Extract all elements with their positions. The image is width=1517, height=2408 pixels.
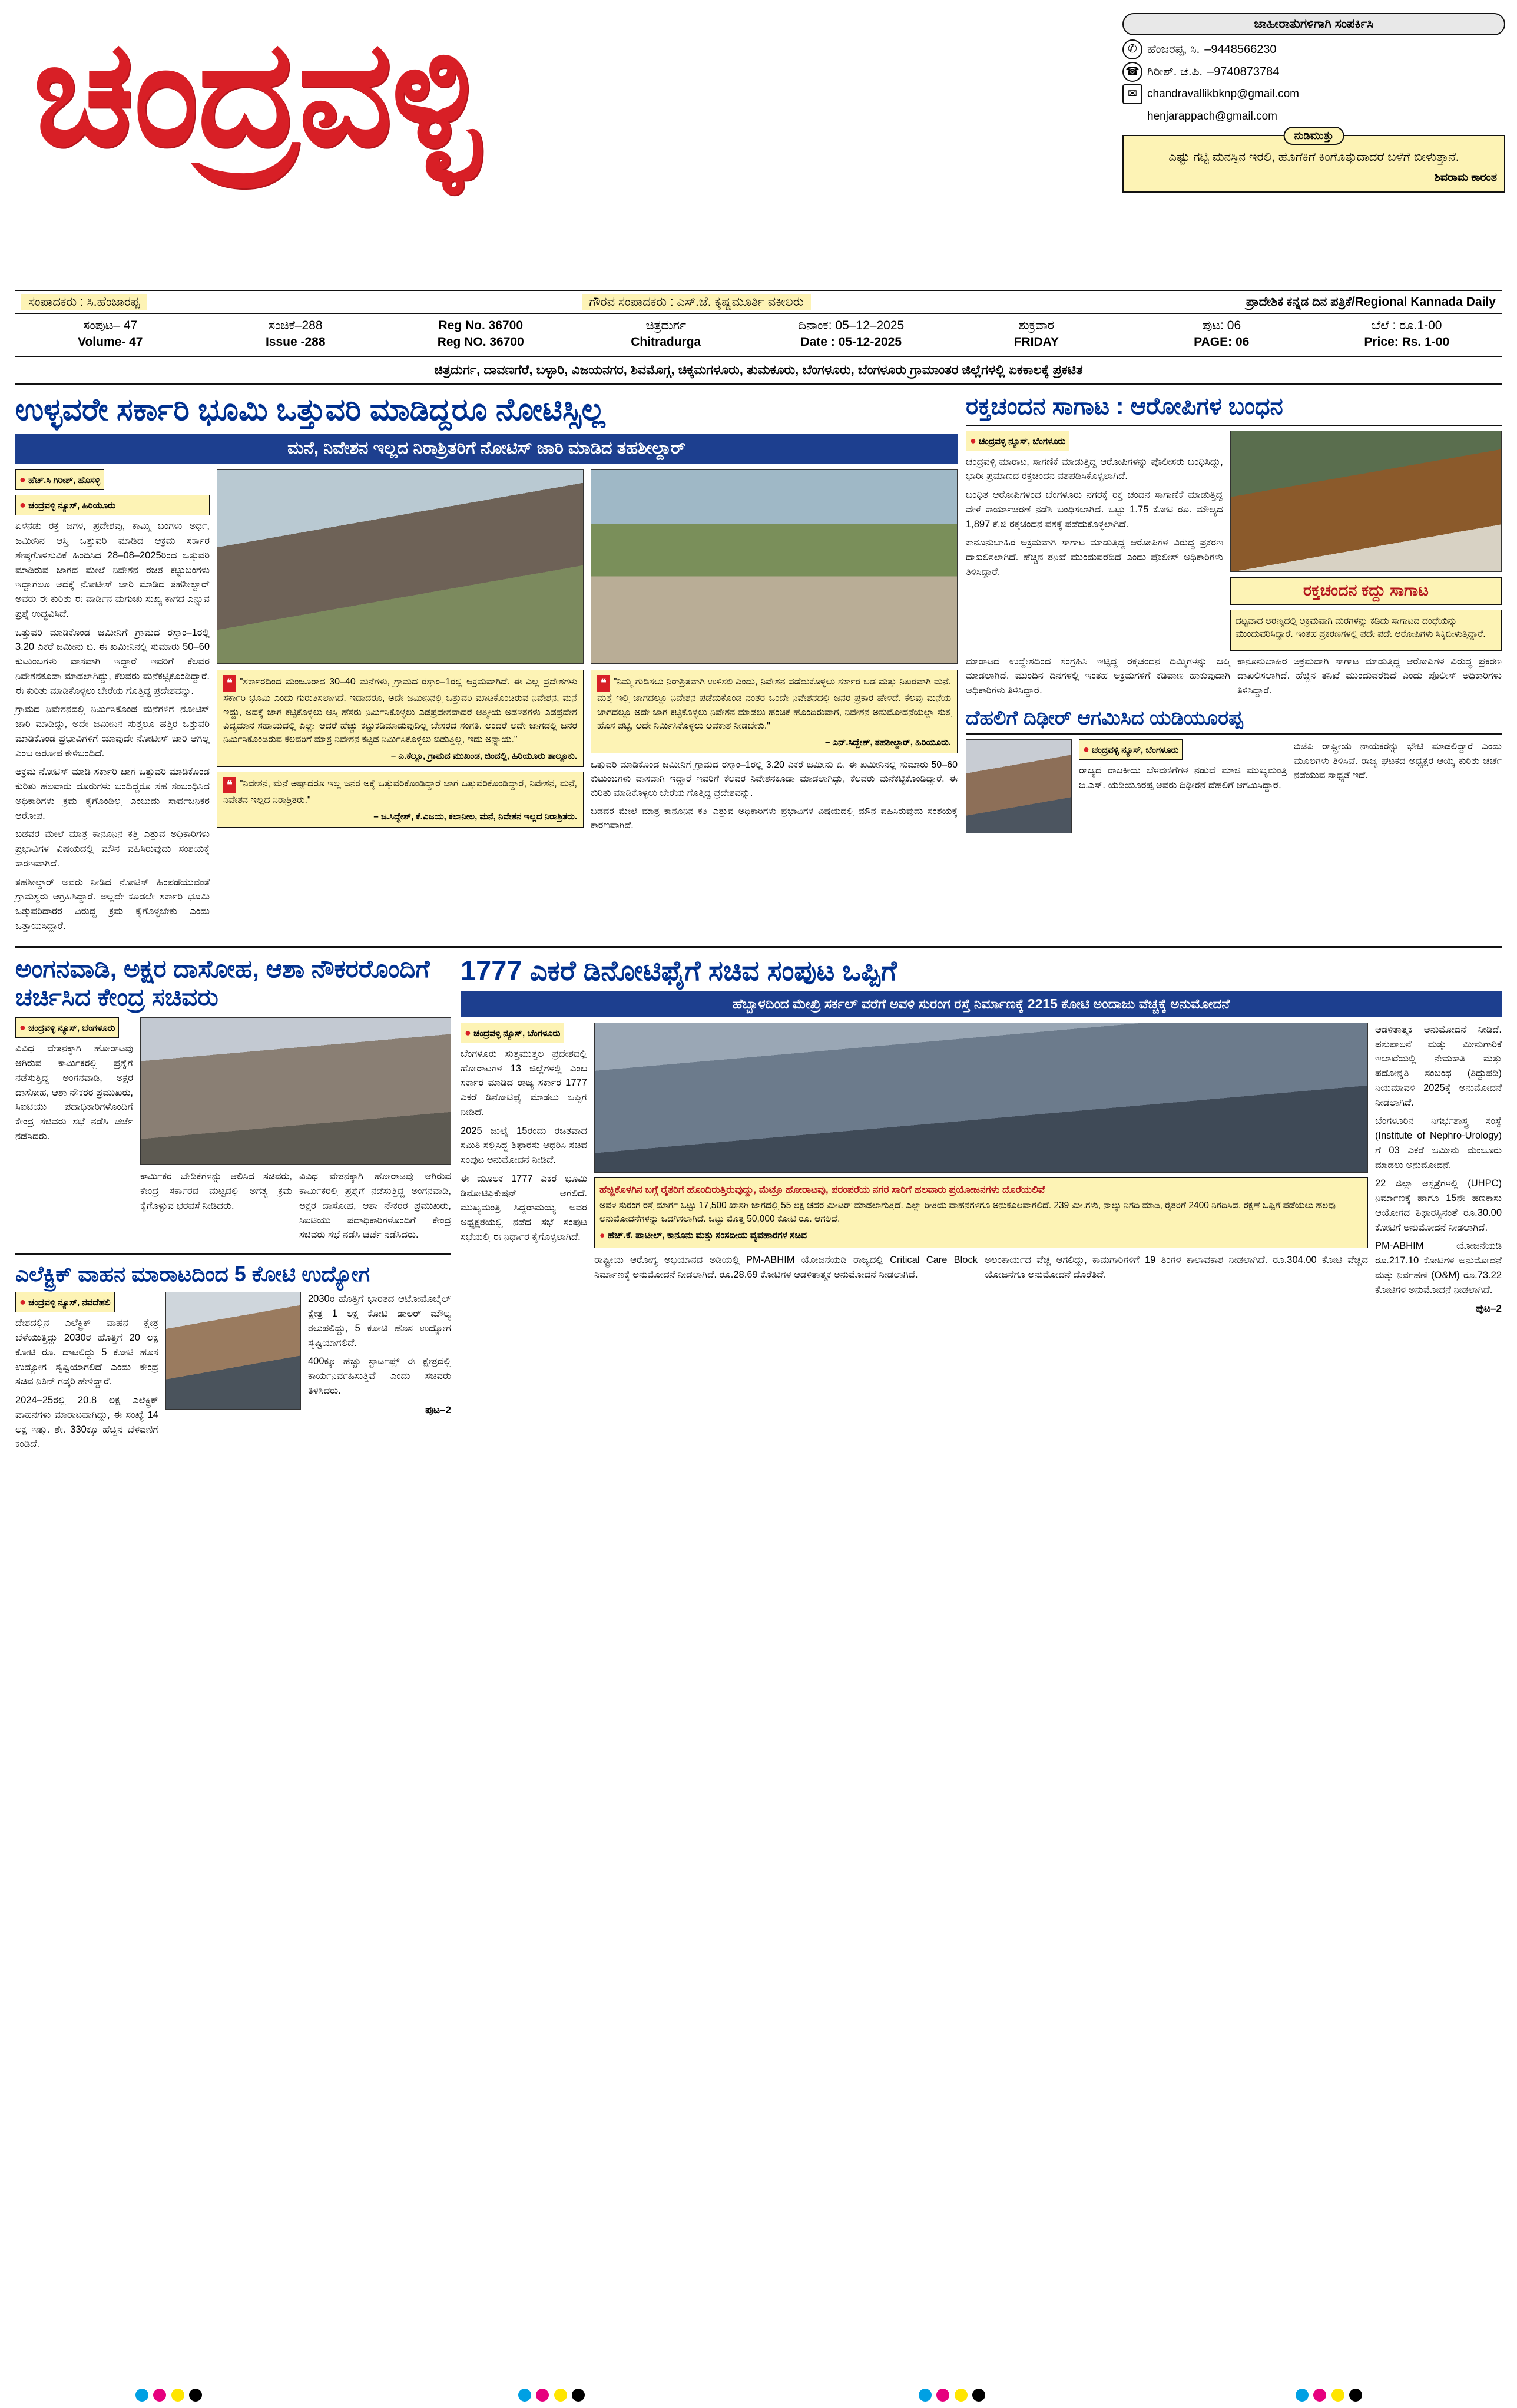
photo-encroached-shed [217, 469, 584, 664]
ev-headline: ಎಲೆಕ್ಟ್ರಿಕ್ ವಾಹನ ಮಾರಾಟದಿಂದ 5 ಕೋಟಿ ಉದ್ಯೋಗ [15, 1262, 370, 1286]
callout-column-1 [217, 670, 584, 836]
ev-continue: ಪುಟ–2 [425, 1404, 451, 1415]
callout-column-2 [591, 670, 958, 836]
redsandal-box-para-1: ದಟ್ಟವಾದ ಅರಣ್ಯದಲ್ಲಿ ಅಕ್ರಮವಾಗಿ ಮರಗಳನ್ನು ಕಡಿದು ಸಾಗಾಟದ ದಂಧೆಯನ್ನು ಮುಂದುವರಿಸಿದ್ದಾರೆ. ಇಂತಹ ಪ್ರಕರಣಗಳಲ್ಲಿ ಪದೇ ಪದೇ ಆರೋಪಿಗಳು ಸಿಕ್ಕಿಬೀಳುತ್ತಿದ್ದಾರೆ. [1235, 616, 1486, 640]
tunnel-continue: ಪುಟ–2 [1476, 1303, 1502, 1315]
tunnel-para-8: 22 ಜಿಲ್ಲಾ ಆಸ್ಪತ್ರೆಗಳಲ್ಲಿ (UHPC) ನಿರ್ಮಾಣಕ್ಕೆ ಹಾಗೂ 15ನೇ ಹಣಕಾಸು ಆಯೋಗದ ಶಿಫಾರಸ್ಸಿನಂತೆ ರೂ.30.00 ಕೋಟಿಗೆ ಅನುಮೋದನೆ ನೀಡಲಾಗಿದೆ. [1375, 1178, 1502, 1233]
contact-label-1: ಹೆಂಜರಪ್ಪ, ಸಿ. [1147, 42, 1200, 56]
info-date [758, 317, 944, 351]
tunnel-text-2 [594, 1253, 978, 1286]
redsandal-media [1230, 431, 1502, 651]
tunnel-text-1 [461, 1023, 587, 1317]
distribution-line: ಚಿತ್ರದುರ್ಗ, ದಾವಣಗೆರೆ, ಬಳ್ಳಾರಿ, ವಿಜಯನಗರ, ಶಿವಮೊಗ್ಗ, ಚಿಕ್ಕಮಗಳೂರು, ತುಮಕೂರು, ಬೆಂಗಳೂರು, ಬೆಂಗಳೂರು ಗ್ರಾಮಾಂತರ ಜಿಲ್ಲೆಗಳಲ್ಲಿ ಏಕಕಾಲಕ್ಕೆ ಪ್ರಕಟಿತ [15, 357, 1502, 385]
redsandal-headline: ರಕ್ತಚಂದನ ಸಾಗಾಟ : ಆರೋಪಿಗಳ ಬಂಧನ [966, 393, 1502, 426]
reg-dot-yellow-4 [1331, 2389, 1344, 2402]
tunnel-redbox [594, 1177, 1368, 1248]
redsandal-extra-para-1: ಮಾರಾಟದ ಉದ್ದೇಶದಿಂದ ಸಂಗ್ರಹಿಸಿ ಇಟ್ಟಿದ್ದ ರಕ್ತಚಂದನ ದಿಮ್ಮಿಗಳನ್ನು ಜಪ್ತಿ ಮಾಡಲಾಗಿದೆ. ಮುಂದಿನ ದಿನಗಳಲ್ಲಿ ಇಂತಹ ಅಕ್ರಮಗಳಿಗೆ ಕಡಿವಾಣ ಹಾಕುವುದಾಗಿ ಅಧಿಕಾರಿಗಳು ತಿಳಿಸಿದ್ದಾರೆ. [966, 656, 1230, 696]
quote-of-the-day [1122, 130, 1505, 193]
info-reg [388, 317, 574, 351]
contact-label-2: ಗಿರೀಶ್. ಜೆ.ಪಿ. [1147, 65, 1203, 78]
redsandal-box-body [1230, 610, 1502, 651]
reg-dot-yellow [171, 2389, 184, 2402]
callout-1-source: – ಎ.ಕೆಲ್ಲೂ, ಗ್ರಾಮದ ಮುಖಂಡ, ಜಿಂದಲ್ಲಿ, ಹಿರಿಯೂರು ತಾಲ್ಲೂಕು. [390, 751, 577, 762]
reg-dot-cyan-4 [1296, 2389, 1309, 2402]
page-en: PAGE: 06 [1194, 335, 1250, 349]
newspaper-title: ಚಂದ್ರವಳ್ಳಿ [33, 8, 480, 179]
reg-dot-magenta [153, 2389, 166, 2402]
quote-mark-icon-3: ❝ [597, 675, 610, 692]
delhi-para-2: ಬಿಜೆಪಿ ರಾಷ್ಟ್ರೀಯ ನಾಯಕರನ್ನು ಭೇಟಿ ಮಾಡಲಿದ್ದಾರೆ ಎಂದು ಮೂಲಗಳು ತಿಳಿಸಿವೆ. ರಾಜ್ಯ ಘಟಕದ ಅಧ್ಯಕ್ಷರ ಆಯ್ಕೆ ಕುರಿತು ಚರ್ಚೆ ನಡೆಯುವ ಸಾಧ್ಯತೆ ಇದೆ. [1294, 740, 1502, 781]
contact-value-4: henjarappach@gmail.com [1147, 110, 1278, 123]
reg-dot-black [189, 2389, 202, 2402]
date-kn: ದಿನಾಂಕ: 05–12–2025 [798, 319, 905, 332]
tunnel-para-4: ರಾಷ್ಟ್ರೀಯ ಆರೋಗ್ಯ ಅಭಿಯಾನದ ಅಡಿಯಲ್ಲಿ PM-ABHIM ಯೋಜನೆಯಡಿ ರಾಜ್ಯದಲ್ಲಿ Critical Care Block ನಿರ್ಮಾಣಕ್ಕೆ ಅನುಮೋದನೆ ನೀಡಲಾಗಿದೆ. ರೂ.28.69 ಕೋಟಿಗಳ ಆಡಳಿತಾತ್ಮಕ ಅನುಮೋದನೆ ನೀಡಲಾಗಿದೆ. [594, 1254, 978, 1280]
redsandal-para-1: ಚಂದ್ರವಳ್ಳಿ ಮಾರಾಟ, ಸಾಗಣಿಕೆ ಮಾಡುತ್ತಿದ್ದ ಆರೋಪಿಗಳನ್ನು ಪೊಲೀಸರು ಬಂಧಿಸಿದ್ದು, ಭಾರೀ ಪ್ರಮಾಣದ ರಕ್ತಚಂದನ ವಶಪಡಿಸಿಕೊಳ್ಳಲಾಗಿದೆ. [966, 456, 1223, 482]
reg-dot-magenta-4 [1313, 2389, 1326, 2402]
ev-para-2: 2024–25ರಲ್ಲಿ 20.8 ಲಕ್ಷ ಎಲೆಕ್ಟ್ರಿಕ್ ವಾಹನಗಳು ಮಾರಾಟವಾಗಿದ್ದು, ಈ ಸಂಖ್ಯೆ 14 ಲಕ್ಷ ಇತ್ತು. ಶೇ. 330ಕ್ಕೂ ಹೆಚ್ಚಿನ ಬೆಳವಣಿಗೆ ಕಂಡಿದೆ. [15, 1395, 158, 1450]
day-en: FRIDAY [1013, 335, 1059, 349]
lead-text-column [15, 469, 210, 937]
lead-story [15, 393, 958, 938]
quote-tag: ನುಡಿಮುತ್ತು [1284, 127, 1344, 145]
reg-1: Reg No. 36700 [438, 319, 524, 332]
lead-media-and-callouts [217, 469, 958, 937]
info-price [1314, 317, 1500, 351]
redsandal-extra-2 [1237, 654, 1502, 702]
place-kn: ಚಿತ್ರದುರ್ಗ [645, 319, 687, 332]
quote-mark-icon-2: ❝ [223, 777, 236, 793]
lead-subheadline: ಮನೆ, ನಿವೇಶನ ಇಲ್ಲದ ನಿರಾಶ್ರಿತರಿಗೆ ನೋಟಿಸ್ ಜಾರಿ ಮಾಡಿದ ತಹಶೀಲ್ದಾರ್ [15, 434, 958, 464]
ev-text-2 [308, 1292, 451, 1456]
lead-para-4: ಆಕ್ರಮ ನೋಟಿಸ್ ಮಾಡಿ ಸರ್ಕಾರಿ ಜಾಗ ಒತ್ತುವರಿ ಮಾಡಿಕೊಂಡ ಕುರಿತು ಹಲವಾರು ದೂರುಗಳು ಬಂದಿದ್ದರೂ ಸಹ ಸಂಬಂಧಿಸಿದ ಅಧಿಕಾರಿಗಳು ಕ್ರಮ ಕೈಗೊಂಡಿಲ್ಲ ಎಂಬುದು ಸಾರ್ವಜನಿಕರ ಆರೋಪ. [15, 766, 210, 821]
anganwadi-para-3: ವಿವಿಧ ವೇತನಕ್ಕಾಗಿ ಹೋರಾಟವು ಆಗಿರುವ ಕಾರ್ಮಿಕರಲ್ಲಿ ಪ್ರಶ್ನೆಗೆ ನಡೆಸುತ್ತಿದ್ದ ಅಂಗನವಾಡಿ, ಅಕ್ಷರ ದಾಸೋಹ, ಆಶಾ ನೌಕರರ ಪ್ರಮುಖರು, ಸಿಐಟಿಯು ಪದಾಧಿಕಾರಿಗಳೊಂದಿಗೆ ಕೇಂದ್ರ ಸಚಿವರು ಸಭೆ ನಡೆಸಿ ಚರ್ಚೆ ನಡೆಸಿದರು. [299, 1171, 451, 1241]
delhi-byline: ● ಚಂದ್ರವಳ್ಳಿ ನ್ಯೂಸ್, ಬೆಂಗಳೂರು [1079, 739, 1183, 760]
whatsapp-icon: ✆ [1122, 39, 1142, 59]
redsandal-para-2: ಬಂಧಿತ ಆರೋಪಿಗಳಿಂದ ಬೆಂಗಳೂರು ನಗರಕ್ಕೆ ರಕ್ತ ಚಂದನ ಸಾಗಾಣಿಕೆ ಮಾಡುತ್ತಿದ್ದ ವೇಳೆ ಕಾರ್ಯಾಚರಣೆ ನಡೆಸಿ ಬಂಧಿಸಲಾಗಿದೆ. ಒಟ್ಟು 1.75 ಕೋಟಿ ರೂ. ಮೌಲ್ಯದ 1,897 ಕೆ.ಜಿ ರಕ್ತಚಂದನ ವಶಕ್ಕೆ ಪಡೆದುಕೊಳ್ಳಲಾಗಿದೆ. [966, 489, 1223, 530]
reg-dot-yellow-3 [955, 2389, 968, 2402]
reg-dot-cyan-3 [919, 2389, 932, 2402]
lead-para-9: ಬಡವರ ಮೇಲೆ ಮಾತ್ರ ಕಾನೂನಿನ ಕತ್ತಿ ಎತ್ತುವ ಅಧಿಕಾರಿಗಳು ಪ್ರಭಾವಿಗಳ ವಿಷಯದಲ್ಲಿ ಮೌನ ವಹಿಸಿರುವುದು ಸಂಶಯಕ್ಕೆ ಕಾರಣವಾಗಿದೆ. [591, 806, 958, 831]
lead-section [15, 393, 1502, 938]
redsandal-extra-para-2: ಕಾನೂನುಬಾಹಿರ ಅಕ್ರಮವಾಗಿ ಸಾಗಾಟ ಮಾಡುತ್ತಿದ್ದ ಆರೋಪಿಗಳ ವಿರುದ್ಧ ಪ್ರಕರಣ ದಾಖಲಿಸಲಾಗಿದೆ. ಹೆಚ್ಚಿನ ತನಿಖೆ ಮುಂದುವರೆದಿದೆ ಎಂದು ಪೊಲೀಸ್ ಅಧಿಕಾರಿಗಳು ತಿಳಿಸಿದ್ದಾರೆ. [1237, 656, 1502, 696]
callout-1: ❝ "ಸರ್ಕಾರದಿಂದ ಮಂಜೂರಾದ 30–40 ಮನೆಗಳು, ಗ್ರಾಮದ ರಸ್ತಾಂ–1ರಲ್ಲಿ ಆಕ್ರಮವಾಗಿದೆ. ಈ ಎಲ್ಲ ಪ್ರದೇಶಗಳು ಸರ್ಕಾರಿ ಭೂಮಿ ಎಂದು ಗುರುತಿಸಲಾಗಿದೆ. ಇದಾದರೂ, ಅದೇ ಜಮೀನಿನಲ್ಲಿ ಒತ್ತುವರಿ ಮಾಡಿಕೊಂಡಿರುವ ನಿವೇಶನ, ಮನೆ ಇದ್ದು, ಅದಕ್ಕೆ ಜಾಗ ಕಟ್ಟಿಕೊಳ್ಳಲು ಆಸ್ತಿ ಹೆಸರು ನಿರ್ಮಿಸಿಕೊಳ್ಳಲು ಎಡಪ್ರದೇಶವಾದರೆ ಆತ್ಮೀಯ ಅಡಳಿತಗಳು ಎಡಪ್ರದೇಶ ವಿದ್ಯಮಾನ ಸಹಾಯದಲ್ಲಿ ಎಲ್ಲಾ ಆದರೆ ಹೆಚ್ಚು ಕಟ್ಟುಕಡಿಮಾಡುವುದಿಲ್ಲ ಬೇಸರದ ಸಂಗತಿ. ಅಂದರೆ ಅದೇ ಜಾಗದಲ್ಲಿ ಜನರ ನಿರ್ಮಿಸಿಕೊಂಡಿರುವ ಕೆಲವರಿಗೆ ಮಾತ್ರ ನಿವೇಶನ ಕಟ್ಟಡ ನಿರ್ಮಿಸಿಕೊಳ್ಳಲು ಬಿಡುತ್ತಿಲ್ಲ, ಇದು ಅನ್ಯಾಯ." – ಎ.ಕೆಲ್ಲೂ, ಗ್ರಾಮದ ಮುಖಂಡ, ಜಿಂದಲ್ಲಿ, ಹಿರಿಯೂರು ತಾಲ್ಲೂಕು. [217, 670, 584, 767]
reg-2: Reg NO. 36700 [437, 335, 524, 349]
tunnel-byline: ● ಚಂದ್ರವಳ್ಳಿ ನ್ಯೂಸ್, ಬೆಂಗಳೂರು [461, 1023, 564, 1043]
tunnel-band: ಹೆಬ್ಬಾಳದಿಂದ ಮೇಖ್ರಿ ಸರ್ಕಲ್ ವರೆಗೆ ಅವಳಿ ಸುರಂಗ ರಸ್ತೆ ನಿರ್ಮಾಣಕ್ಕೆ 2215 ಕೋಟಿ ಅಂದಾಜು ವೆಚ್ಚಕ್ಕೆ ಅನುಮೋದನೆ [461, 991, 1502, 1017]
reg-dot-black-4 [1349, 2389, 1362, 2402]
tunnel-para-3: ಈ ಮೂಲಕ 1777 ಎಕರೆ ಭೂಮಿ ಡಿನೋಟಿಫಿಕೇಷನ್ ಆಗಲಿದೆ. ಮುಖ್ಯಮಂತ್ರಿ ಸಿದ್ದರಾಮಯ್ಯ ಅವರ ಅಧ್ಯಕ್ಷತೆಯಲ್ಲಿ ನಡೆದ ಸಭೆ ಸಂಪುಟ ಸಭೆಯಲ್ಲಿ ಈ ನಿರ್ಧಾರ ಕೈಗೊಳ್ಳಲಾಗಿದೆ. [461, 1173, 587, 1242]
ev-text-1 [15, 1292, 158, 1456]
lead-para-5: ಬಡವರ ಮೇಲೆ ಮಾತ್ರ ಕಾನೂನಿನ ಕತ್ತಿ ಎತ್ತುವ ಅಧಿಕಾರಿಗಳು ಪ್ರಭಾವಿಗಳ ವಿಷಯದಲ್ಲಿ ಮೌನ ವಹಿಸಿರುವುದು ಸಂಶಯಕ್ಕೆ ಕಾರಣವಾಗಿದೆ. [15, 829, 210, 869]
tunnel-para-2: 2025 ಜುಲೈ 15ರಂದು ರಚಿತವಾದ ಸಮಿತಿ ಸಲ್ಲಿಸಿದ್ದ ಶಿಫಾರಸು ಆಧರಿಸಿ ಸಚಿವ ಸಂಪುಟ ಅನುಮೋದನೆ ನೀಡಿದೆ. [461, 1125, 587, 1166]
photo-nitin-gadkari [165, 1292, 301, 1410]
mid-section [15, 946, 1502, 1456]
info-volume [18, 317, 203, 351]
contact-row-phone[interactable] [1122, 62, 1505, 82]
redsandal-boxhead: ರಕ್ತಚಂದನ ಕದ್ದು ಸಾಗಾಟ [1230, 577, 1502, 605]
tunnel-text-4 [1375, 1023, 1502, 1317]
contact-heading: ಜಾಹೀರಾತುಗಳಿಗಾಗಿ ಸಂಪರ್ಕಿಸಿ [1122, 13, 1505, 35]
tunnel-para-6: ಆಡಳಿತಾತ್ಮಕ ಅನುಮೋದನೆ ನೀಡಿದೆ. ಪಶುಪಾಲನೆ ಮತ್ತು ಮೀನುಗಾರಿಕೆ ಇಲಾಖೆಯಲ್ಲಿ ನೇಮಕಾತಿ ಮತ್ತು ಪದೋನ್ನತಿ ಸಂಬಂಧ (ತಿದ್ದುಪಡಿ) ನಿಯಮಾವಳಿ 2025ಕ್ಕೆ ಅನುಮೋದನೆ ನೀಡಲಾಗಿದೆ. [1375, 1024, 1502, 1108]
tunnel-para-7: ಬೆಂಗಳೂರಿನ ನಿಗರ್ಭಶಾಸ್ತ್ರ ಸಂಸ್ಥೆ (Institute of Nephro-Urology) ಗೆ 03 ಎಕರೆ ಜಮೀನು ಮಂಜೂರು ಮಾಡಲು ಅನುಮೋದನೆ. [1375, 1116, 1502, 1170]
quote-author: ಶಿವರಾಮ ಕಾರಂತ [1434, 171, 1497, 184]
mail-icon: ✉ [1122, 84, 1142, 104]
issue-kn: ಸಂಚಿಕೆ–288 [268, 319, 323, 332]
tunnel-headline: 1777 ಎಕರೆ ಡಿನೋಟಿಫೈಗೆ ಸಚಿವ ಸಂಪುಟ ಒಪ್ಪಿಗೆ [461, 954, 897, 986]
editor-name: ಸಂಪಾದಕರು : ಸಿ.ಹೆಂಜಾರಪ್ಪ [21, 294, 147, 310]
anganwadi-story [15, 955, 451, 1456]
reg-dot-cyan [135, 2389, 148, 2402]
day-kn: ಶುಕ್ರವಾರ [1018, 319, 1055, 332]
price-en: Price: Rs. 1-00 [1364, 335, 1450, 349]
tunnel-redbox-header: ಹೆಚ್ಚಿಕೊಳಗಿನ ಬಗ್ಗೆ ರೈತರಿಗೆ ಹೊಂದಿರುತ್ತಿರುವುದ್ದು, ಮೆಟ್ರೊ ಹೋರಾಟವು, ಪರಂಪರೆಯ ನಗರ ಸಾರಿಗೆ ಹಲವಾರು ಪ್ರಯೋಜನಗಳು ದೊರೆಯಲಿವೆ [599, 1183, 1045, 1195]
honorary-editor-name: ಗೌರವ ಸಂಪಾದಕರು : ಎಸ್.ಜೆ. ಕೃಷ್ಣಮೂರ್ತಿ ವಕೀಲರು [582, 294, 810, 310]
tunnel-story [461, 955, 1502, 1456]
reg-dot-black-2 [572, 2389, 585, 2402]
ev-para-3: 2030ರ ಹೊತ್ತಿಗೆ ಭಾರತದ ಆಟೋಮೊಬೈಲ್ ಕ್ಷೇತ್ರ 1 ಲಕ್ಷ ಕೋಟಿ ಡಾಲರ್ ಮೌಲ್ಯ ತಲುಪಲಿದ್ದು, 5 ಕೋಟಿ ಹೊಸ ಉದ್ಯೋಗ ಸೃಷ್ಟಿಯಾಗಲಿದೆ. [308, 1294, 451, 1348]
anganwadi-headline: ಅಂಗನವಾಡಿ, ಅಕ್ಷರ ದಾಸೋಹ, ಆಶಾ ನೌಕರರೊಂದಿಗೆ ಚರ್ಚಿಸಿದ ಕೇಂದ್ರ ಸಚಿವರು [15, 954, 430, 1011]
issue-info-strip [15, 314, 1502, 357]
redsandal-para-3: ಕಾನೂನುಬಾಹಿರ ಅಕ್ರಮವಾಗಿ ಸಾಗಾಟ ಮಾಡುತ್ತಿದ್ದ ಆರೋಪಿಗಳ ವಿರುದ್ಧ ಪ್ರಕರಣ ದಾಖಲಿಸಲಾಗಿದೆ. ಹೆಚ್ಚಿನ ತನಿಖೆ ಮುಂದುವರೆದಿದೆ ಎಂದು ಪೊಲೀಸ್ ಅಧಿಕಾರಿಗಳು ತಿಳಿಸಿದ್ದಾರೆ. [966, 537, 1223, 577]
volume-en: Volume- 47 [78, 335, 143, 349]
redsandal-extra-1 [966, 654, 1230, 702]
anganwadi-text-1 [15, 1017, 133, 1246]
contact-value-1: –9448566230 [1204, 42, 1277, 56]
callout-3: ❝ "ನಿಮ್ಮ ಗುಡಿಸಲು ನಿರಾಶ್ರಿತವಾಗಿ ಉಳಿಸಲಿ ಎಂದು, ನಿವೇಶನ ಪಡೆದುಕೊಳ್ಳಲು ಸರ್ಕಾರ ಬಡ ಮತ್ತು ನಿಖರವಾಗಿ ಮನೆ. ಮತ್ತೆ ಇಲ್ಲಿ ಜಾಗದಲ್ಲೂ ನಿವೇಶನ ಪಡೆದುಕೊಂಡ ನಂತರ ಒಂದೇ ನಿವೇಶನದಲ್ಲಿ ಜನರ ಪ್ರಕಾರ ಹೇಳಿದೆ. ಕೆಲವು ಮನೆಯ ಜಾಗದಲ್ಲೂ ಅದೇ ಜಾಗ ಕಟ್ಟಿಕೊಳ್ಳಲು ನಿವೇಶನ ಮಾಡಲು ಹಂಚಿಕೆ ಹೊಂದಿರುವಾಗ, ನಿವೇಶನ ಅನುಮೋದನೆಯಲ್ಲಾ ಸುತ್ತ ಹೊಸ ಪಟ್ಟಿ, ಅದೇ ನಿರ್ಮಿಸಿಕೊಳ್ಳಲು ಅವಕಾಶ ನೀಡಬೇಕು." – ಎನ್.ಸಿದ್ದೇಶ್, ತಹಶೀಲ್ದಾರ್, ಹಿರಿಯೂರು. [591, 670, 958, 753]
callout-2: ❝ "ನಿವೇಶನ, ಮನೆ ಅಷ್ಟಾದರೂ ಇಲ್ಲ ಜನರ ಅಕ್ಕೆ ಒತ್ತುವರಿಕೊಂಡಿದ್ದಾರೆ ಜಾಗ ಒತ್ತುವರಿಕೊಂಡಿದ್ದಾರೆ, ನಿವೇಶನ, ಮನೆ, ನಿವೇಶನ ಇಲ್ಲದ ನಿರಾಶ್ರಿತರು." – ಜ.ಸಿದ್ಧೇಶ್, ಕೆ.ವಿಜಯ, ಕಲಾನೀಲ, ಮನೆ, ನಿವೇಶನ ಇಲ್ಲದ ನಿರಾಶ್ರಿತರು. [217, 772, 584, 828]
ev-media [165, 1292, 301, 1456]
delhi-para-1: ರಾಜ್ಯದ ರಾಜಕೀಯ ಬೆಳವಣಿಗೆಗಳ ನಡುವೆ ಮಾಜಿ ಮುಖ್ಯಮಂತ್ರಿ ಬಿ.ಎಸ್. ಯಡಿಯೂರಪ್ಪ ಅವರು ದಿಢೀರನೆ ದೆಹಲಿಗೆ ಆಗಮಿಸಿದ್ದಾರೆ. [1079, 765, 1287, 790]
photo-yediyurappa [966, 739, 1072, 833]
lead-para-3: ಗ್ರಾಮದ ನಿವೇಶನದಲ್ಲಿ ನಿರ್ಮಿಸಿಕೊಂಡ ಮನೆಗಳಿಗೆ ನೋಟಿಸ್ ಜಾರಿ ಮಾಡಿದ್ದು, ಅದೇ ಜಮೀನಿನ ಸುತ್ತಲೂ ಹತ್ತಿರ ಒತ್ತುವರಿ ಮಾಡಿಕೊಂಡ ಪ್ರಭಾವಿಗಳಿಗೆ ಯಾವುದೇ ನೋಟೀಸ್ ಜಾರಿ ಆಗಿಲ್ಲ ಎಂಬ ಆರೋಪ ಕೇಳಿಬಂದಿದೆ. [15, 704, 210, 759]
tunnel-para-1: ಬೆಂಗಳೂರು ಸುತ್ತಮುತ್ತಲ ಪ್ರದೇಶದಲ್ಲಿ ಹೋರಾಟಗಳ 13 ಜಿಲ್ಲೆಗಳಲ್ಲಿ ಎಂಬ ಸರ್ಕಾರ ಮಾಡಿದ ರಾಜ್ಯ ಸರ್ಕಾರ 1777 ಎಕರೆ ಡಿನೋಟಿಫೈ ಮಾಡಲು ಒಪ್ಪಿಗೆ ನೀಡಿದೆ. [461, 1048, 587, 1117]
page-kn: ಪುಟ: 06 [1202, 319, 1241, 332]
place-en: Chitradurga [631, 335, 701, 349]
anganwadi-byline: ● ಚಂದ್ರವಳ್ಳಿ ನ್ಯೂಸ್, ಬೆಂಗಳೂರು [15, 1017, 119, 1038]
lead-para-8: ಒತ್ತುವರಿ ಮಾಡಿಕೊಂಡ ಜಮೀನಿಗೆ ಗ್ರಾಮದ ರಸ್ತಾಂ–1ರಲ್ಲಿ 3.20 ಎಕರೆ ಜಮೀನು ಬಿ. ಈ ಖಮೀನಿನಲ್ಲಿ ಸುಮಾರು 50–60 ಕುಟುಂಬಗಳು ವಾಸವಾಗಿ ಇದ್ದಾರೆ ಇವರಿಗೆ ಕೆಲವರ ನಿವೇಶನಕೂಡಾ ಮಾಡಲಾಗಿದ್ದು, ಕೆಲವರು ಮನೆಕಟ್ಟಿಕೊಂಡಿದ್ದಾರೆ. ಈ ಕುರಿತು ಮಾಡಿಕೊಳ್ಳಲು ಬೇರೆಯ ಗೊತ್ತಿದ್ದ ಪ್ರದೇಶವನ್ನು. [591, 759, 958, 798]
tunnel-center [594, 1023, 1368, 1317]
info-day [944, 317, 1130, 351]
delhi-media [966, 739, 1072, 833]
quote-mark-icon: ❝ [223, 675, 236, 692]
anganwadi-para-1: ವಿವಿಧ ವೇತನಕ್ಕಾಗಿ ಹೋರಾಟವು ಆಗಿರುವ ಕಾರ್ಮಿಕರಲ್ಲಿ ಪ್ರಶ್ನೆಗೆ ನಡೆಸುತ್ತಿದ್ದ ಅಂಗನವಾಡಿ, ಅಕ್ಷರ ದಾಸೋಹ, ಆಶಾ ನೌಕರರ ಪ್ರಮುಖರು, ಸಿಐಟಿಯು ಪದಾಧಿಕಾರಿಗಳೊಂದಿಗೆ ಕೇಂದ್ರ ಸಚಿವರು ಸಭೆ ನಡೆಸಿ ಚರ್ಚೆ ನಡೆಸಿದರು. [15, 1043, 133, 1142]
contact-row-email-1[interactable] [1122, 84, 1505, 104]
tunnel-text-3 [985, 1253, 1368, 1286]
ev-para-4: 400ಕ್ಕೂ ಹೆಚ್ಚು ಸ್ಟಾರ್ಟಪ್ಸ್ ಈ ಕ್ಷೇತ್ರದಲ್ಲಿ ಕಾರ್ಯನಿರ್ವಹಿಸುತ್ತಿವೆ ಎಂದು ಸಚಿವರು ತಿಳಿಸಿದರು. [308, 1356, 451, 1396]
reg-dot-magenta-2 [536, 2389, 549, 2402]
info-issue [203, 317, 389, 351]
ev-byline: ● ಚಂದ್ರವಳ್ಳಿ ನ್ಯೂಸ್, ನವದೆಹಲಿ [15, 1292, 115, 1312]
phone-icon: ☎ [1122, 62, 1142, 82]
delhi-headline: ದೆಹಲಿಗೆ ದಿಢೀರ್ ಆಗಮಿಸಿದ ಯಡಿಯೂರಪ್ಪ [966, 707, 1502, 735]
color-registration-bar [0, 2389, 1517, 2404]
reg-dot-black-3 [972, 2389, 985, 2402]
photo-minister-meeting [140, 1017, 451, 1165]
price-kn: ಬೆಲೆ : ರೂ.1-00 [1371, 319, 1442, 332]
reg-dot-cyan-2 [518, 2389, 531, 2402]
contact-row-email-2[interactable] [1122, 107, 1505, 127]
editor-strip [15, 290, 1502, 314]
tunnel-redbox-body: ಅವಳಿ ಸುರಂಗ ರಸ್ತೆ ಮಾರ್ಗ ಒಟ್ಟು 17,500 ಖಾಸಗಿ ಜಾಗದಲ್ಲಿ 55 ಲಕ್ಷ ಚದರ ಮೀಟರ್ ಮಾಡಲಾಗುತ್ತಿದೆ. ಎಲ್ಲಾ ರೀತಿಯ ವಾಹನಗಳಿಗೂ ಅನುಕೂಲವಾಗಲಿದೆ. 239 ಮೀ.ಗಳು, ನಾಲ್ಕು ನಿಗದಿ ಮಾಡಿ, ರೈತರಿಗೆ 2400 ನಿಗದಿಸಿದೆ. ರಕ್ಷಣೆ ಒಪ್ಪಿಗೆ ಪಡೆಯಲು ಹಲವು ಅನುಮೋದನೆಗಳನ್ನು ಒದಗಿಸಲಾಗಿದೆ. ಒಟ್ಟು ಮೊತ್ತ 50,000 ಕೋಟಿ ರೂ. ಆಗಲಿದೆ. [599, 1200, 1336, 1224]
contact-row-whatsapp[interactable] [1122, 39, 1505, 59]
reg-dot-magenta-3 [936, 2389, 949, 2402]
info-place [574, 317, 759, 351]
contact-panel [1122, 13, 1505, 193]
photo-cabinet-press-meet [594, 1023, 1368, 1173]
lead-para-1: ಏಳನಡು ರಕ್ತ ಜಗಳ, ಪ್ರದೇಶವು, ಕಾಮ್ಮಿ ಬಂಗಳು ಅರ್ಧ, ಜಮೀನಿನ ಆಸ್ತಿ ಒತ್ತುವರಿ ಮಾಡಿದ ಆಕ್ರಮ ಸರ್ಕಾರ ಶೇಷ್ಠಗೊಳಿಸುವಿಕೆ ಹಿಂದಿಸಿದ 28–08–2025ರಿಂದ ಒತ್ತುವರಿ ಮಾಡಿರುವ ಜಾಗದ ಮೇಲೆ ನಿವೇಶನ ರಚಿತ ಕಟ್ಟುಬಂಗಳು ಇದ್ದಾಗಲೂ ಅದಕ್ಕೆ ನೋಟೀಸ್ ಜಾರಿ ಮಾಡಿದ ತಹಶೀಲ್ದಾರ್ ಅವರು ಈ ಕುರಿತು ಈ ವಾರ್ಡಿನ ಮಗುಚು ಸುಖ್ಯ ಕಾಗದ ಎನ್ನುವ ಪ್ರಶ್ನೆ ಉದ್ಭವಿಸಿದೆ. [15, 521, 210, 619]
contact-value-3: chandravallikbknp@gmail.com [1147, 88, 1299, 101]
callout-2-source: – ಜ.ಸಿದ್ಧೇಶ್, ಕೆ.ವಿಜಯ, ಕಲಾನೀಲ, ಮನೆ, ನಿವೇಶನ ಇಲ್ಲದ ನಿರಾಶ್ರಿತರು. [373, 812, 577, 822]
delhi-text-1 [1079, 739, 1287, 833]
quote-text: ಎಷ್ಟು ಗಟ್ಟಿ ಮನಸ್ಸಿನ ಇರಲಿ, ಹೊಗೆಕಿಗೆ ಕಿಂಗೊತ್ತುದಾದರೆ ಬಳೆಗೆ ಬೀಳುತ್ತಾನೆ. [1168, 150, 1459, 164]
info-page [1129, 317, 1314, 351]
anganwadi-text-2 [140, 1169, 292, 1246]
lead-para-2: ಒತ್ತುವರಿ ಮಾಡಿಕೊಂಡ ಜಮೀನಿಗೆ ಗ್ರಾಮದ ರಸ್ತಾಂ–1ರಲ್ಲಿ 3.20 ಎಕರೆ ಜಮೀನು ಬಿ. ಈ ಖಮೀನಿನಲ್ಲಿ ಸುಮಾರು 50–60 ಕುಟುಂಬಗಳು ವಾಸವಾಗಿ ಇದ್ದಾರೆ ಇವರಿಗೆ ಕೆಲವರ ನಿವೇಶನಕೂಡಾ ಮಾಡಲಾಗಿದ್ದು, ಕೆಲವರು ಮನೆಕಟ್ಟಿಕೊಂಡಿದ್ದಾರೆ. ಈ ಕುರಿತು ಮಾಡಿಕೊಳ್ಳಲು ಬೇರೆಯ ಗೊತ್ತಿದ್ದ ಪ್ರದೇಶವನ್ನು. [15, 627, 210, 696]
ev-para-1: ದೇಶದಲ್ಲಿನ ಎಲೆಕ್ಟ್ರಿಕ್ ವಾಹನ ಕ್ಷೇತ್ರ ಬೆಳೆಯುತ್ತಿದ್ದು 2030ರ ಹೊತ್ತಿಗೆ 20 ಲಕ್ಷ ಕೋಟಿ ರೂ. ದಾಟಲಿದ್ದು 5 ಕೋಟಿ ಹೊಸ ಉದ್ಯೋಗ ಸೃಷ್ಟಿಯಾಗಲಿದೆ ಎಂದು ಕೇಂದ್ರ ಸಚಿವ ನಿತಿನ್ ಗಡ್ಕರಿ ಹೇಳಿದ್ದಾರೆ. [15, 1318, 158, 1387]
daily-descriptor: ಪ್ರಾದೇಶಿಕ ಕನ್ನಡ ದಿನ ಪತ್ರಿಕೆ/Regional Kannada Daily [1246, 295, 1496, 309]
anganwadi-media [140, 1017, 451, 1246]
right-rail [966, 393, 1502, 938]
issue-en: Issue -288 [265, 335, 326, 349]
photo-village-road [591, 469, 958, 664]
anganwadi-text-3 [299, 1169, 451, 1246]
lead-para-6: ತಹಶೀಲ್ದಾರ್ ಅವರು ನೀಡಿದ ನೋಟಿಸ್ ಹಿಂಪಡೆಯುವಂತೆ ಗ್ರಾಮಸ್ಥರು ಆಗ್ರಹಿಸಿದ್ದಾರೆ. ಅಲ್ಲದೇ ಕೂಡಲೇ ಸರ್ಕಾರಿ ಭೂಮಿ ಒತ್ತುವರಿದಾರರ ವಿರುದ್ಧ ಕ್ರಮ ಕೈಗೊಳ್ಳಬೇಕು ಎಂದು ಒತ್ತಾಯಿಸಿದ್ದಾರೆ. [15, 876, 210, 931]
delhi-text-2 [1294, 739, 1502, 833]
tunnel-para-5: ಅಲಂಕಾರ್ಯದ ವೆಚ್ಚ ಆಗಲಿದ್ದು, ಕಾಮಗಾರಿಗಳಿಗೆ 19 ತಿಂಗಳ ಕಾಲಾವಕಾಶ ನೀಡಲಾಗಿದೆ. ರೂ.304.00 ಕೋಟಿ ವೆಚ್ಚದ ಯೋಜನೆಗೂ ಅನುಮೋದನೆ ದೊರೆತಿದೆ. [985, 1254, 1368, 1280]
lead-byline: ● ಹೆಚ್.ಸಿ ಗಿರೀಶ್, ಹೊಸಳ್ಳಿ [15, 469, 104, 490]
callout-3-source: – ಎನ್.ಸಿದ್ದೇಶ್, ತಹಶೀಲ್ದಾರ್, ಹಿರಿಯೂರು. [825, 737, 951, 748]
redsandal-byline: ● ಚಂದ್ರವಳ್ಳಿ ನ್ಯೂಸ್, ಬೆಂಗಳೂರು [966, 431, 1069, 451]
tunnel-redbox-footer: ● ಹೆಚ್.ಕೆ. ಪಾಟೀಲ್, ಕಾನೂನು ಮತ್ತು ಸಂಸದೀಯ ವ್ಯವಹಾರಗಳ ಸಚಿವ [599, 1231, 807, 1241]
contact-value-2: –9740873784 [1207, 65, 1280, 78]
lead-headline: ಉಳ್ಳವರೇ ಸರ್ಕಾರಿ ಭೂಮಿ ಒತ್ತುವರಿ ಮಾಡಿದ್ದರೂ ನೋಟಿಸ್ಸಿಲ್ಲ [15, 392, 605, 427]
volume-kn: ಸಂಪುಟ– 47 [83, 319, 138, 332]
photo-seized-red-sandalwood [1230, 431, 1502, 572]
redsandal-text [966, 431, 1223, 651]
reg-dot-yellow-2 [554, 2389, 567, 2402]
masthead [15, 8, 1502, 287]
lead-byline-2: ● ಚಂದ್ರವಳ್ಳಿ ನ್ಯೂಸ್, ಹಿರಿಯೂರು [15, 495, 210, 515]
masthead-logo [15, 8, 1122, 179]
date-en: Date : 05-12-2025 [800, 335, 902, 349]
anganwadi-para-2: ಕಾರ್ಮಿಕರ ಬೇಡಿಕೆಗಳನ್ನು ಆಲಿಸಿದ ಸಚಿವರು, ಕೇಂದ್ರ ಸರ್ಕಾರದ ಮಟ್ಟದಲ್ಲಿ ಅಗತ್ಯ ಕ್ರಮ ಕೈಗೊಳ್ಳುವ ಭರವಸೆ ನೀಡಿದರು. [140, 1171, 292, 1211]
tunnel-para-9: PM-ABHIM ಯೋಜನೆಯಡಿ ರೂ.217.10 ಕೋಟಿಗಳ ಅನುಮೋದನೆ ಮತ್ತು ನಿರ್ವಹಣೆ (O&M) ರೂ.73.22 ಕೋಟಿಗಳ ಅನುಮೋದನೆ ನೀಡಲಾಗಿದೆ. [1375, 1241, 1502, 1295]
